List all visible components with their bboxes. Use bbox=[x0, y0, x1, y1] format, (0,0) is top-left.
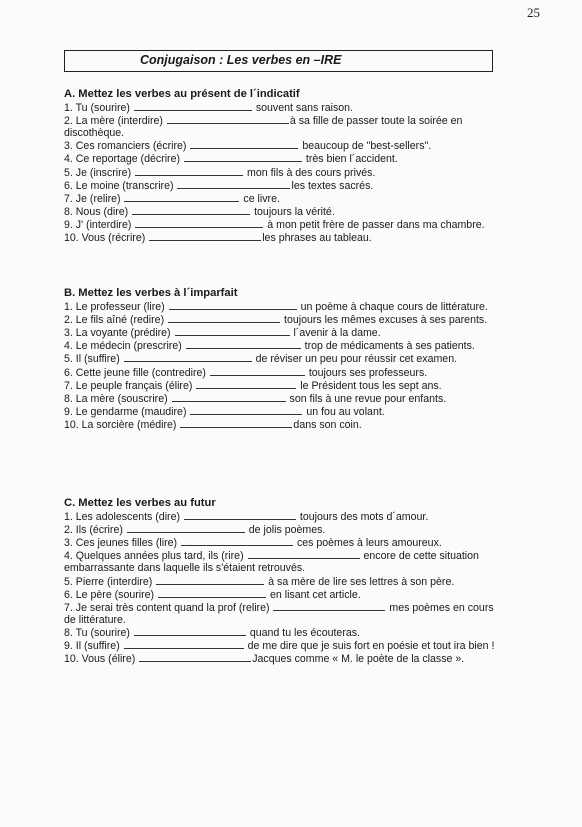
worksheet-title: Conjugaison : Les verbes en –IRE bbox=[64, 50, 493, 72]
exercise-item: 3. La voyante (prédire) l´avenir à la dame. bbox=[64, 327, 381, 340]
answer-blank[interactable] bbox=[167, 114, 289, 124]
exercise-item: 4. Ce reportage (décrire) très bien l´accident. bbox=[64, 153, 398, 166]
exercise-item: 5. Pierre (interdire) à sa mère de lire ses lettres à son père. bbox=[64, 575, 455, 588]
exercise-item: 7. Je serai très content quand la prof (relire) mes poèmes en cours de littérature. bbox=[64, 601, 494, 626]
answer-blank[interactable] bbox=[139, 652, 251, 662]
answer-blank[interactable] bbox=[190, 139, 298, 149]
exercise-item: 2. La mère (interdire) à sa fille de passer toute la soirée en discothèque. bbox=[64, 115, 463, 140]
answer-blank[interactable] bbox=[169, 300, 297, 310]
exercise-item: 5. Je (inscrire) mon fils à des cours privés. bbox=[64, 166, 376, 179]
answer-blank[interactable] bbox=[186, 339, 301, 349]
page-number: 25 bbox=[527, 5, 540, 20]
answer-blank[interactable] bbox=[134, 101, 252, 111]
exercise-item: 6. Cette jeune fille (contredire) toujours ses professeurs. bbox=[64, 366, 428, 379]
section-a-title: A. Mettez les verbes au présent de l´indicatif bbox=[64, 88, 300, 100]
exercise-item: 2. Ils (écrire) de jolis poèmes. bbox=[64, 524, 326, 537]
exercise-item: 7. Je (relire) ce livre. bbox=[64, 192, 280, 205]
answer-blank[interactable] bbox=[127, 523, 245, 533]
answer-blank[interactable] bbox=[124, 352, 252, 362]
exercise-item: 2. Le fils aîné (redire) toujours les mêmes excuses à ses parents. bbox=[64, 314, 488, 327]
exercise-item: 9. Il (suffire) de me dire que je suis fort en poésie et tout ira bien ! bbox=[64, 640, 495, 653]
answer-blank[interactable] bbox=[184, 152, 302, 162]
exercise-item: 10. Vous (récrire) les phrases au tableau. bbox=[64, 232, 372, 245]
answer-blank[interactable] bbox=[248, 549, 360, 559]
answer-blank[interactable] bbox=[210, 366, 305, 376]
exercise-item: 7. Le peuple français (élire) le Président tous les sept ans. bbox=[64, 379, 442, 392]
exercise-item: 9. J' (interdire) à mon petit frère de passer dans ma chambre. bbox=[64, 218, 485, 231]
exercise-item: 9. Le gendarme (maudire) un fou au volant. bbox=[64, 405, 385, 418]
exercise-item: 4. Quelques années plus tard, ils (rire) encore de cette situation embarrassante dans laquelle ils s'étaient retrouvés. bbox=[64, 550, 479, 575]
answer-blank[interactable] bbox=[156, 575, 264, 585]
exercise-item: 8. Tu (sourire) quand tu les écouteras. bbox=[64, 626, 360, 639]
answer-blank[interactable] bbox=[158, 588, 266, 598]
section-b-title: B. Mettez les verbes à l´imparfait bbox=[64, 287, 238, 299]
exercise-item: 4. Le médecin (prescrire) trop de médicaments à ses patients. bbox=[64, 340, 475, 353]
answer-blank[interactable] bbox=[184, 510, 296, 520]
exercise-item: 3. Ces jeunes filles (lire) ces poèmes à leurs amoureux. bbox=[64, 537, 442, 550]
answer-blank[interactable] bbox=[175, 326, 290, 336]
answer-blank[interactable] bbox=[172, 392, 286, 402]
exercise-item: 6. Le moine (transcrire) les textes sacrés. bbox=[64, 179, 374, 192]
exercise-item: 8. La mère (souscrire) son fils à une revue pour enfants. bbox=[64, 392, 447, 405]
section-b bbox=[64, 287, 504, 431]
answer-blank[interactable] bbox=[135, 218, 263, 228]
answer-blank[interactable] bbox=[181, 536, 293, 546]
exercise-item: 3. Ces romanciers (écrire) beaucoup de "best-sellers". bbox=[64, 140, 432, 153]
exercise-item: 1. Les adolescents (dire) toujours des mots d´amour. bbox=[64, 511, 429, 524]
answer-blank[interactable] bbox=[149, 231, 261, 241]
exercise-item: 10. Vous (élire) Jacques comme « M. le poète de la classe ». bbox=[64, 653, 465, 666]
section-a bbox=[64, 88, 504, 244]
exercise-item: 10. La sorcière (médire) dans son coin. bbox=[64, 418, 362, 431]
answer-blank[interactable] bbox=[273, 601, 385, 611]
section-c bbox=[64, 497, 504, 665]
answer-blank[interactable] bbox=[124, 639, 244, 649]
answer-blank[interactable] bbox=[124, 192, 239, 202]
exercise-item: 1. Le professeur (lire) un poème à chaque cours de littérature. bbox=[64, 301, 488, 314]
exercise-item: 1. Tu (sourire) souvent sans raison. bbox=[64, 102, 354, 115]
answer-blank[interactable] bbox=[132, 205, 250, 215]
answer-blank[interactable] bbox=[135, 166, 243, 176]
answer-blank[interactable] bbox=[168, 313, 280, 323]
answer-blank[interactable] bbox=[180, 418, 292, 428]
answer-blank[interactable] bbox=[177, 179, 290, 189]
exercise-item: 5. Il (suffire) de réviser un peu pour réussir cet examen. bbox=[64, 353, 458, 366]
exercise-item: 8. Nous (dire) toujours la vérité. bbox=[64, 205, 335, 218]
answer-blank[interactable] bbox=[196, 379, 296, 389]
answer-blank[interactable] bbox=[190, 405, 302, 415]
exercise-item: 6. Le père (sourire) en lisant cet article. bbox=[64, 588, 361, 601]
section-c-title: C. Mettez les verbes au futur bbox=[64, 497, 216, 509]
answer-blank[interactable] bbox=[134, 626, 246, 636]
